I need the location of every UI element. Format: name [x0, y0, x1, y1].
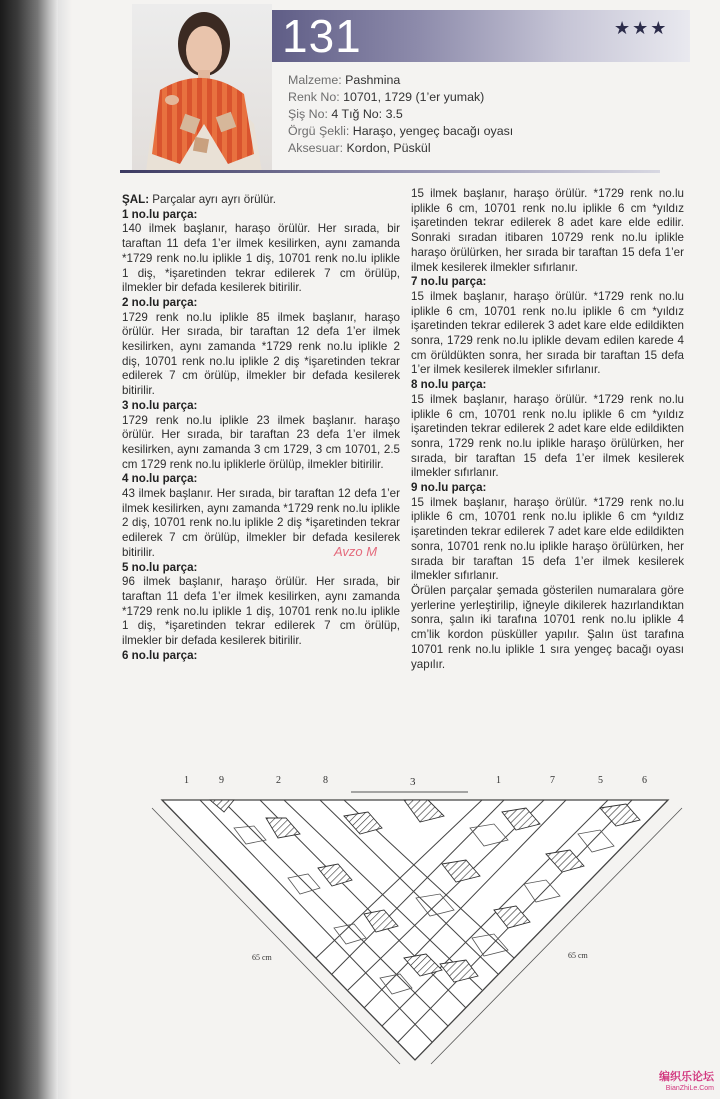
diagram-number: 1 — [184, 775, 189, 786]
material-row — [288, 140, 513, 157]
part-heading: 9 no.lu parça: — [411, 481, 487, 495]
material-row — [288, 106, 513, 123]
header-divider — [120, 170, 660, 173]
instructions-column-right — [411, 187, 684, 672]
part-text: 15 ilmek başlanır, haraşo örülür. *1729 renk no.lu iplikle 6 cm, 10701 renk no.lu iplikle 6 cm *yıldız işaretinden tekrar edilerek 3 adet kare elde edildikten sonra, 1729 renk no.lu iplikle devam edilen karede 4 cm örüldükten sonra, her sırada bir taraftan 15 defa 1’er ilmek kesilerek ilmekler sıfırlanır. — [411, 289, 684, 377]
diagram-number: 7 — [550, 775, 555, 786]
instructions-column-left — [122, 193, 400, 664]
part-text: 15 ilmek başlanır, haraşo örülür. *1729 renk no.lu iplikle 6 cm, 10701 renk no.lu iplikle 6 cm *yıldız işaretinden tekrar edilerek 2 adet kare elde edildikten sonra, 1729 renk no.lu iplikle haraşo örülürken, her sırada, bir taraftan 15 defa 1’er ilmek kesilerek ilmekler sıfırlanır. — [411, 392, 684, 480]
intro-title: ŞAL: — [122, 193, 150, 206]
materials-list — [288, 72, 513, 157]
right-measure-label: 65 cm — [568, 951, 588, 960]
material-label: Şiş No: — [288, 107, 328, 121]
material-row — [288, 72, 513, 89]
model-photo — [132, 4, 272, 172]
diagram-number: 2 — [276, 775, 281, 786]
difficulty-stars: ★★★ — [614, 18, 669, 38]
part-text: 15 ilmek başlanır, haraşo örülür. *1729 renk no.lu iplikle 6 cm, 10701 renk no.lu iplikle 6 cm *yıldız işaretinden tekrar edilerek 7 adet kare elde edildikten sonra, 10701 renk no.lu iplikle haraşo örülürken, her sırada bir taraftan 15 defa 1’er ilmek kesilerek ilmekler sıfırlanır. — [411, 495, 684, 583]
material-label: Örgü Şekli: — [288, 124, 350, 138]
diagram-number: 1 — [496, 775, 501, 786]
part-heading: 8 no.lu parça: — [411, 378, 487, 392]
part-text: 140 ilmek başlanır, haraşo örülür. Her sırada, bir taraftan 11 defa 1’er ilmek kesilirken, aynı zamanda *1729 renk no.lu iplikle 1 diş, 10701 renk no.lu iplikle 1 diş, *işaretinden tekrar edilerek 7 cm örülüp, ilmekler bir defada kesilerek bitirilir. — [122, 222, 400, 295]
part-heading: 4 no.lu parça: — [122, 472, 198, 486]
material-row — [288, 89, 513, 106]
diagram-number: 8 — [323, 775, 328, 786]
finishing-text: Örülen parçalar şemada gösterilen numaralara göre yerlerine yerleştirilip, iğneyle dikilerek hazırlandıktan sonra, şalın iki tarafına 10701 renk no.lu iplikle 4 cm’lik kordon püsküller yapılır. Şalın üst tarafına 10701 renk no.lu iplikle 1 sıra yengeç bacağı oyası yapılır. — [411, 583, 684, 671]
part-heading: 3 no.lu parça: — [122, 398, 198, 412]
material-label: Aksesuar: — [288, 141, 344, 155]
part-text: 1729 renk no.lu iplikle 85 ilmek başlanır, haraşo örülür. Her sırada, bir taraftan 12 defa 1’er ilmek kesilirken, aynı zamanda *1729 renk no.lu iplikle 2 diş, 10701 renk no.lu iplikle 2 diş *işaretinden tekrar edilerek 7 cm örülüp, ilmekler bir defada kesilerek bitirilir. — [122, 310, 400, 398]
part-text: 1729 renk no.lu iplikle 23 ilmek başlanır. haraşo örülür. Her sırada, bir taraftan 23 defa 1’er ilmek kesilirken, aynı zamanda 3 cm 1729, 3 cm 10701, 2.5 cm 1729 renk no.lu ipliklerle örülüp, ilmekler bitirilir. — [122, 413, 400, 471]
part-heading: 5 no.lu parça: — [122, 560, 198, 574]
part-heading: 1 no.lu parça: — [122, 207, 198, 221]
material-value: Pashmina — [345, 73, 401, 87]
material-label: Renk No: — [288, 90, 340, 104]
material-value: 10701, 1729 (1’er yumak) — [343, 90, 485, 104]
pattern-number: 131 — [282, 10, 362, 62]
part-heading: 7 no.lu parça: — [411, 275, 487, 289]
part-text: 43 ilmek başlanır. Her sırada, bir taraftan 12 defa 1’er ilmek kesilirken, aynı zamanda *1729 renk no.lu iplikle 2 diş, 10701 renk no.lu iplikle 2 diş *işaretinden tekrar edilerek 7 cm örülüp, ilmekler bir defada kesilerek bitirilir. — [122, 487, 400, 559]
intro-line — [122, 193, 400, 208]
part-heading: 6 no.lu parça: — [122, 648, 198, 662]
diagram-number: 9 — [219, 775, 224, 786]
page-gutter — [58, 0, 72, 1099]
image-watermark: Avzo M — [334, 544, 378, 559]
site-watermark — [646, 1072, 714, 1094]
diagram-number: 5 — [598, 775, 603, 786]
material-row — [288, 123, 513, 140]
book-spine-shadow — [0, 0, 58, 1099]
part-heading: 2 no.lu parça: — [122, 295, 198, 309]
material-value: Haraşo, yengeç bacağı oyası — [352, 124, 514, 138]
part-text: 96 ilmek başlanır, haraşo örülür. Her sırada, bir taraftan 11 defa 1’er ilmek kesilirken, aynı zamanda *1729 renk no.lu iplikle 1 diş, 10701 renk no.lu iplikle 1 diş, *işaretinden tekrar edilerek 7 cm örülüp, ilmekler bir defada kesilerek bitirilir. — [122, 575, 400, 648]
site-watermark-title: 编织乐论坛 — [659, 1071, 714, 1083]
diagram-number: 3 — [410, 776, 416, 788]
material-value: Kordon, Püskül — [346, 141, 431, 155]
shawl-schematic — [148, 768, 688, 1078]
part-text: 15 ilmek başlanır, haraşo örülür. *1729 renk no.lu iplikle 6 cm, 10701 renk no.lu iplikle 6 cm *yıldız işaretinden tekrar edilerek 8 adet kare elde edilir. Sonraki sıradan itibaren 10729 renk no.lu iplikle haraşo örülürken, her sırada bir taraftan 15 defa 1’er ilmek kesilerek ilmekler sıfırlanır. — [411, 187, 684, 274]
material-value: 4 Tığ No: 3.5 — [331, 107, 403, 121]
intro-text: Parçalar ayrı ayrı örülür. — [152, 193, 277, 206]
site-watermark-url: BianZhiLe.Com — [665, 1085, 714, 1092]
left-measure-label: 65 cm — [252, 953, 272, 962]
material-label: Malzeme: — [288, 73, 342, 87]
diagram-number: 6 — [642, 775, 647, 786]
